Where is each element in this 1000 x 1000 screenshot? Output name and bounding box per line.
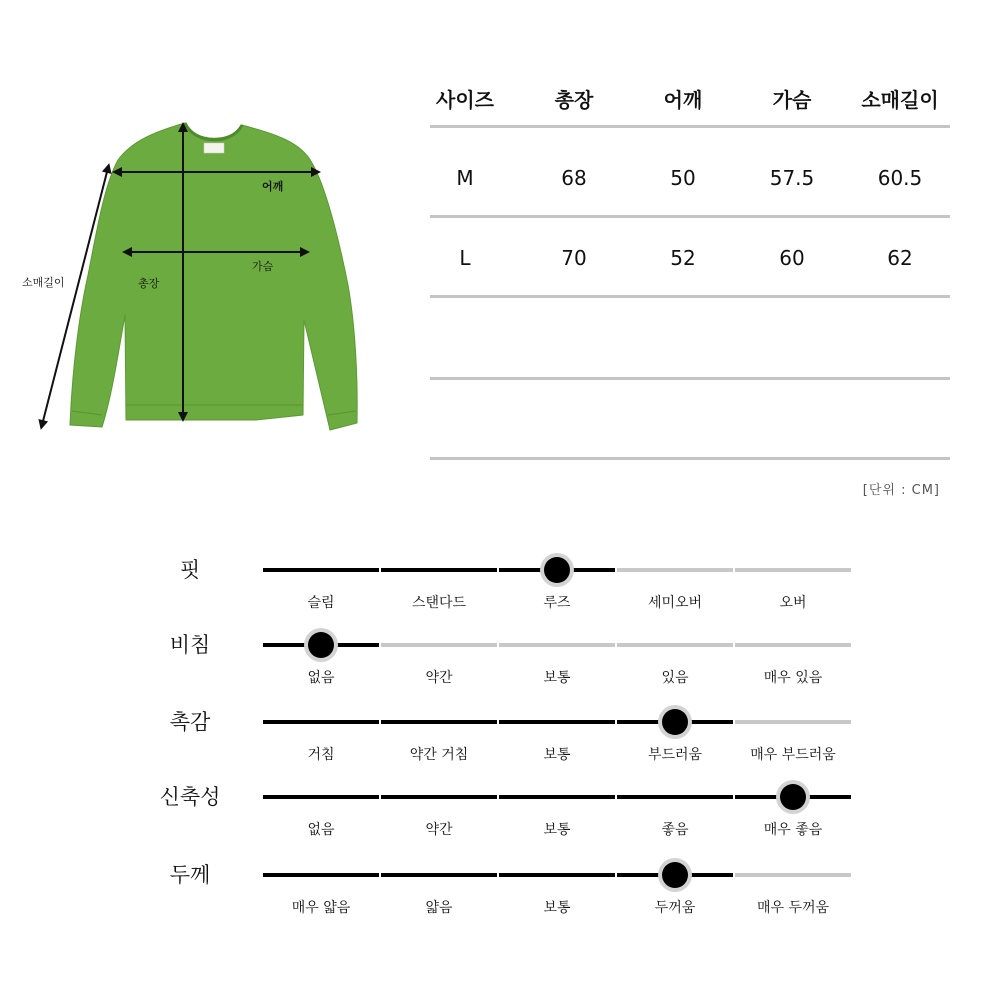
scale-segment[interactable] <box>617 568 733 572</box>
table-rule <box>430 295 950 298</box>
chest-label: 가슴 <box>252 260 274 273</box>
scale-knob[interactable] <box>308 632 334 658</box>
attribute-title: 두께 <box>169 863 211 887</box>
scale-segment[interactable] <box>499 873 615 877</box>
scale-option-label: 좋음 <box>661 822 689 838</box>
scale-option-label: 약간 <box>425 670 453 686</box>
attribute-title: 촉감 <box>169 710 211 734</box>
scale-segment[interactable] <box>263 568 379 572</box>
header-chest: 가슴 <box>772 88 812 112</box>
table-cell: 62 <box>887 246 913 270</box>
scale-option-label: 오버 <box>779 595 807 611</box>
header-size: 사이즈 <box>436 88 494 112</box>
table-rule <box>430 215 950 218</box>
scale-segment[interactable] <box>735 568 851 572</box>
scale-segment[interactable] <box>499 720 615 724</box>
scale-option-label: 있음 <box>661 670 689 686</box>
header-sleeve: 소매길이 <box>861 88 939 112</box>
attribute-title: 비침 <box>169 633 211 657</box>
scale-knob[interactable] <box>780 784 806 810</box>
scale-segment[interactable] <box>381 568 497 572</box>
scale-segment[interactable] <box>381 795 497 799</box>
table-cell: 52 <box>670 246 696 270</box>
scale-segment[interactable] <box>735 643 851 647</box>
scale-option-label: 보통 <box>543 747 571 763</box>
scale-option-label: 두꺼움 <box>654 900 696 916</box>
scale-option-label: 스탠다드 <box>411 595 467 611</box>
table-cell: 57.5 <box>769 166 815 190</box>
table-rule <box>430 125 950 128</box>
table-cell: M <box>456 166 474 190</box>
scale-option-label: 세미오버 <box>647 595 703 611</box>
scale-option-label: 없음 <box>307 670 335 686</box>
scale-segment[interactable] <box>263 795 379 799</box>
scale-option-label: 매우 좋음 <box>763 822 823 838</box>
scale-option-label: 매우 있음 <box>763 670 823 686</box>
sleeve-label: 소매길이 <box>22 276 65 289</box>
shoulder-label: 어깨 <box>262 180 284 193</box>
sweater-illustration <box>20 115 380 445</box>
scale-segment[interactable] <box>617 643 733 647</box>
scale-segment[interactable] <box>499 795 615 799</box>
table-cell: 50 <box>670 166 696 190</box>
scale-segment[interactable] <box>499 643 615 647</box>
table-cell: L <box>459 246 471 270</box>
scale-option-label: 약간 <box>425 822 453 838</box>
length-label: 총장 <box>138 277 160 290</box>
scale-segment[interactable] <box>263 873 379 877</box>
table-cell: 70 <box>561 246 587 270</box>
scale-segment[interactable] <box>381 643 497 647</box>
table-rule <box>430 377 950 380</box>
scale-segment[interactable] <box>735 720 851 724</box>
sweater-shape <box>70 123 357 430</box>
scale-option-label: 슬림 <box>307 595 335 611</box>
scale-segment[interactable] <box>381 720 497 724</box>
scale-segment[interactable] <box>735 873 851 877</box>
scale-option-label: 루즈 <box>543 595 571 611</box>
scale-knob[interactable] <box>544 557 570 583</box>
unit-note: [단위 : CM] <box>862 483 940 498</box>
attribute-title: 신축성 <box>159 785 221 809</box>
scale-option-label: 약간 거침 <box>409 747 469 763</box>
scale-option-label: 보통 <box>543 822 571 838</box>
scale-segment[interactable] <box>263 720 379 724</box>
scale-segment[interactable] <box>617 795 733 799</box>
scale-option-label: 보통 <box>543 900 571 916</box>
header-length: 총장 <box>554 88 594 112</box>
header-shoulder: 어깨 <box>663 88 703 112</box>
attribute-title: 핏 <box>179 558 201 582</box>
scale-option-label: 매우 얇음 <box>291 900 351 916</box>
sweater-measurement-diagram <box>20 115 380 445</box>
scale-segment[interactable] <box>381 873 497 877</box>
table-cell: 68 <box>561 166 587 190</box>
table-rule <box>430 457 950 460</box>
scale-option-label: 없음 <box>307 822 335 838</box>
table-cell: 60 <box>779 246 805 270</box>
scale-option-label: 매우 두꺼움 <box>756 900 830 916</box>
scale-option-label: 거침 <box>307 747 335 763</box>
scale-option-label: 얇음 <box>425 900 453 916</box>
scale-option-label: 부드러움 <box>647 747 703 763</box>
table-cell: 60.5 <box>877 166 923 190</box>
scale-knob[interactable] <box>662 862 688 888</box>
scale-option-label: 매우 부드러움 <box>750 747 836 763</box>
scale-knob[interactable] <box>662 709 688 735</box>
scale-option-label: 보통 <box>543 670 571 686</box>
